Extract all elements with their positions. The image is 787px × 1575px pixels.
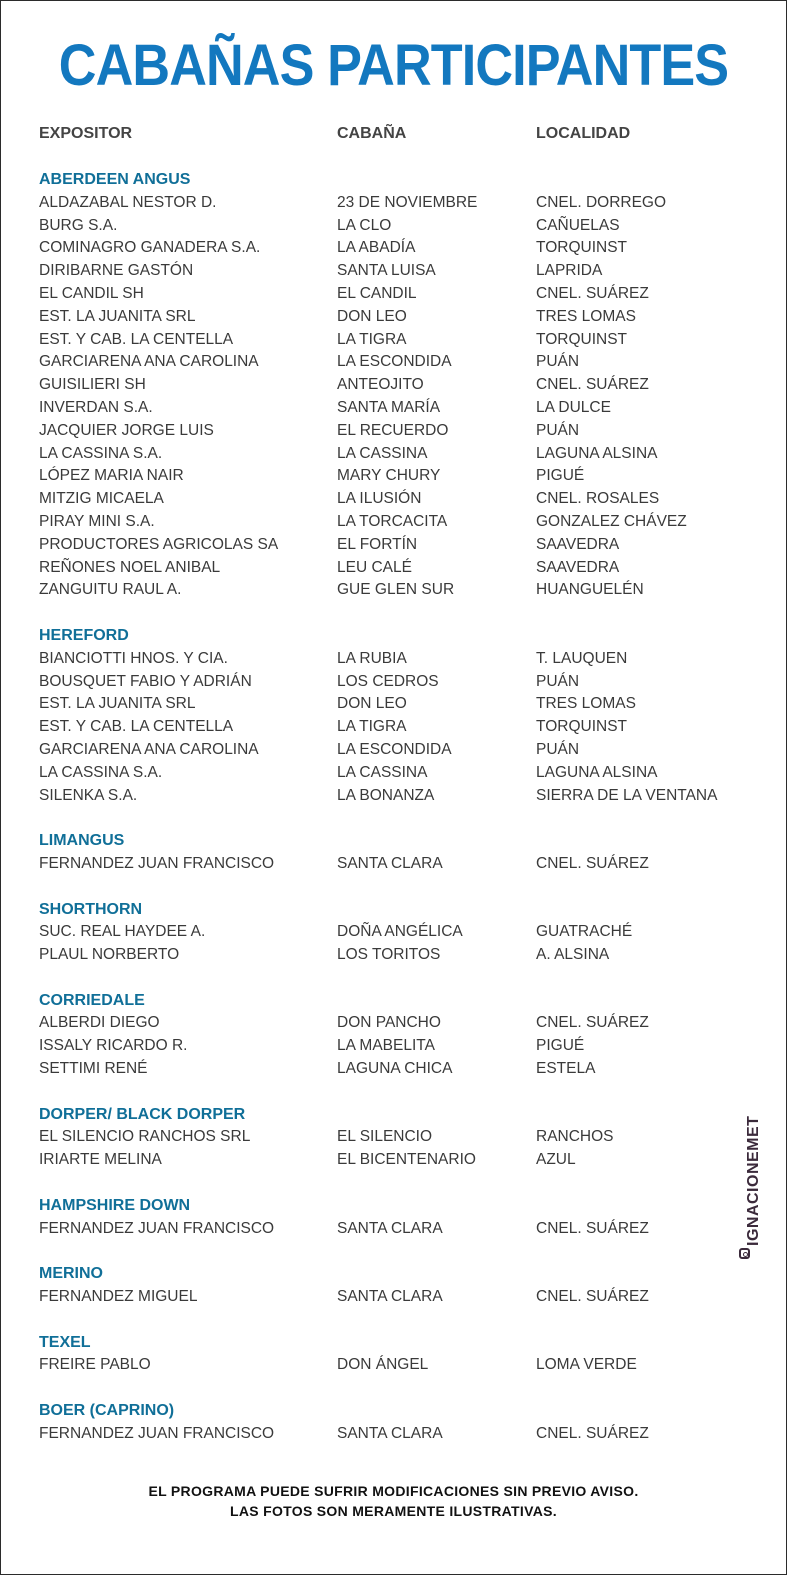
participants-list: [39, 169, 729, 1468]
expositor-cell: EL SILENCIO RANCHOS SRL: [39, 1128, 251, 1146]
expositor-cell: FREIRE PABLO: [39, 1356, 151, 1374]
table-row: [39, 579, 729, 602]
localidad-cell: PIGUÉ: [536, 1037, 585, 1055]
expositor-cell: EST. Y CAB. LA CENTELLA: [39, 330, 234, 348]
table-row: [39, 283, 729, 306]
cabana-cell: LA ESCONDIDA: [337, 740, 452, 758]
breed-section: [39, 1104, 729, 1172]
column-header-cabana: CABAÑA: [337, 125, 407, 142]
table-row: [39, 1012, 729, 1035]
localidad-cell: PUÁN: [536, 353, 580, 371]
table-row: [39, 1149, 729, 1172]
column-header-expositor: EXPOSITOR: [39, 125, 133, 142]
table-row: [39, 215, 729, 238]
cabana-cell: EL SILENCIO: [337, 1128, 433, 1146]
breed-title: TEXEL: [39, 1333, 91, 1351]
breed-section: [39, 1332, 729, 1378]
cabana-cell: EL BICENTENARIO: [337, 1151, 476, 1169]
breed-section: [39, 830, 729, 876]
cabana-cell: SANTA LUISA: [337, 262, 436, 280]
localidad-cell: LAGUNA ALSINA: [536, 444, 658, 462]
disclaimer-line-1: EL PROGRAMA PUEDE SUFRIR MODIFICACIONES SIN PREVIO AVISO.: [148, 1483, 639, 1499]
expositor-cell: EL CANDIL SH: [39, 284, 144, 302]
localidad-cell: ESTELA: [536, 1060, 596, 1078]
localidad-cell: SAAVEDRA: [536, 535, 620, 553]
expositor-cell: BOUSQUET FABIO Y ADRIÁN: [39, 672, 252, 690]
table-row: [39, 1423, 729, 1446]
expositor-cell: ISSALY RICARDO R.: [39, 1037, 188, 1055]
table-row: [39, 1286, 729, 1309]
localidad-cell: PUÁN: [536, 421, 580, 439]
table-row: [39, 306, 729, 329]
cabana-cell: EL CANDIL: [337, 284, 417, 302]
watermark-handle: IGNACIONEMET: [745, 1115, 762, 1246]
cabana-cell: SANTA CLARA: [337, 854, 443, 872]
cabana-cell: LA ABADÍA: [337, 239, 416, 257]
cabana-cell: SANTA MARÍA: [337, 398, 441, 416]
table-row: [39, 1218, 729, 1241]
page-title: CABAÑAS PARTICIPANTES: [58, 33, 729, 98]
table-row: [39, 420, 729, 443]
expositor-cell: FERNANDEZ JUAN FRANCISCO: [39, 1219, 275, 1237]
cabana-cell: EL RECUERDO: [337, 421, 449, 439]
breed-title: MERINO: [39, 1265, 103, 1283]
table-row: [39, 921, 729, 944]
cabana-cell: LA CASSINA: [337, 763, 428, 781]
cabana-cell: LOS TORITOS: [337, 946, 441, 964]
expositor-cell: REÑONES NOEL ANIBAL: [39, 558, 221, 576]
expositor-cell: LÓPEZ MARIA NAIR: [39, 467, 184, 485]
expositor-cell: EST. Y CAB. LA CENTELLA: [39, 718, 234, 736]
cabana-cell: DON PANCHO: [337, 1014, 441, 1032]
table-row: [39, 944, 729, 967]
localidad-cell: CNEL. SUÁREZ: [536, 284, 649, 302]
table-row: [39, 557, 729, 580]
cabana-cell: DON LEO: [337, 307, 407, 325]
cabana-cell: DON ÁNGEL: [337, 1356, 429, 1374]
localidad-cell: PIGUÉ: [536, 467, 585, 485]
cabana-cell: DOÑA ANGÉLICA: [337, 923, 463, 941]
breed-section: [39, 1195, 729, 1241]
table-row: [39, 648, 729, 671]
localidad-cell: SIERRA DE LA VENTANA: [536, 786, 718, 804]
localidad-cell: TORQUINST: [536, 718, 627, 736]
cabana-cell: ANTEOJITO: [337, 376, 424, 394]
breed-title: BOER (CAPRINO): [39, 1402, 175, 1420]
cabana-cell: LA ILUSIÓN: [337, 490, 422, 508]
cabana-cell: LA MABELITA: [337, 1037, 435, 1055]
localidad-cell: CAÑUELAS: [536, 216, 620, 234]
table-row: [39, 739, 729, 762]
breed-title: CORRIEDALE: [39, 991, 145, 1009]
expositor-cell: DIRIBARNE GASTÓN: [39, 262, 194, 280]
localidad-cell: LOMA VERDE: [536, 1356, 637, 1374]
breed-section: [39, 169, 729, 602]
breed-section: [39, 990, 729, 1081]
expositor-cell: IRIARTE MELINA: [39, 1151, 162, 1169]
expositor-cell: ZANGUITU RAUL A.: [39, 581, 182, 599]
breed-title: ABERDEEN ANGUS: [39, 171, 191, 188]
expositor-cell: SETTIMI RENÉ: [39, 1060, 148, 1078]
breed-title: DORPER/ BLACK DORPER: [39, 1105, 246, 1123]
table-row: [39, 671, 729, 694]
table-row: [39, 1354, 729, 1377]
localidad-cell: TRES LOMAS: [536, 307, 636, 325]
localidad-cell: HUANGUELÉN: [536, 581, 644, 599]
expositor-cell: PRODUCTORES AGRICOLAS SA: [39, 535, 279, 553]
expositor-cell: SILENKA S.A.: [39, 786, 138, 804]
localidad-cell: LAPRIDA: [536, 262, 603, 280]
breed-title: SHORTHORN: [39, 900, 143, 918]
table-row: [39, 488, 729, 511]
table-row: [39, 1126, 729, 1149]
localidad-cell: RANCHOS: [536, 1128, 614, 1146]
table-row: [39, 693, 729, 716]
table-row: [39, 716, 729, 739]
expositor-cell: FERNANDEZ MIGUEL: [39, 1288, 198, 1306]
expositor-cell: LA CASSINA S.A.: [39, 444, 163, 462]
expositor-cell: MITZIG MICAELA: [39, 490, 164, 508]
expositor-cell: ALBERDI DIEGO: [39, 1014, 160, 1032]
localidad-cell: CNEL. SUÁREZ: [536, 1014, 649, 1032]
table-row: [39, 785, 729, 808]
expositor-cell: SUC. REAL HAYDEE A.: [39, 923, 206, 941]
disclaimer-line-2: LAS FOTOS SON MERAMENTE ILUSTRATIVAS.: [230, 1503, 557, 1519]
localidad-cell: TORQUINST: [536, 239, 627, 257]
localidad-cell: TORQUINST: [536, 330, 627, 348]
cabana-cell: GUE GLEN SUR: [337, 581, 455, 599]
breed-section: [39, 625, 729, 807]
table-row: [39, 443, 729, 466]
expositor-cell: ALDAZABAL NESTOR D.: [39, 193, 217, 211]
expositor-cell: LA CASSINA S.A.: [39, 763, 163, 781]
breed-section: [39, 899, 729, 967]
expositor-cell: EST. LA JUANITA SRL: [39, 695, 196, 713]
expositor-cell: GARCIARENA ANA CAROLINA: [39, 353, 259, 371]
cabana-cell: LEU CALÉ: [337, 558, 412, 576]
localidad-cell: GUATRACHÉ: [536, 923, 633, 941]
expositor-cell: COMINAGRO GANADERA S.A.: [39, 239, 261, 257]
table-row: [39, 192, 729, 215]
localidad-cell: A. ALSINA: [536, 946, 610, 964]
localidad-cell: T. LAUQUEN: [536, 649, 628, 667]
cabana-cell: LA ESCONDIDA: [337, 353, 452, 371]
cabana-cell: EL FORTÍN: [337, 535, 418, 553]
table-row: [39, 1035, 729, 1058]
expositor-cell: EST. LA JUANITA SRL: [39, 307, 196, 325]
instagram-icon: [739, 1248, 750, 1259]
breed-title: LIMANGUS: [39, 832, 125, 850]
table-row: [39, 397, 729, 420]
cabana-cell: LA RUBIA: [337, 649, 407, 667]
expositor-cell: PLAUL NORBERTO: [39, 946, 180, 964]
expositor-cell: BIANCIOTTI HNOS. Y CIA.: [39, 649, 228, 667]
table-row: [39, 534, 729, 557]
cabana-cell: LA CLO: [337, 216, 392, 234]
expositor-cell: GARCIARENA ANA CAROLINA: [39, 740, 259, 758]
localidad-cell: AZUL: [536, 1151, 576, 1169]
expositor-cell: BURG S.A.: [39, 216, 118, 234]
cabana-cell: LAGUNA CHICA: [337, 1060, 453, 1078]
localidad-cell: PUÁN: [536, 740, 580, 758]
localidad-cell: CNEL. SUÁREZ: [536, 854, 649, 872]
cabana-cell: DON LEO: [337, 695, 407, 713]
disclaimer: [1, 1481, 786, 1521]
expositor-cell: FERNANDEZ JUAN FRANCISCO: [39, 854, 275, 872]
breed-title: HEREFORD: [39, 626, 129, 644]
localidad-cell: CNEL. SUÁREZ: [536, 1424, 649, 1442]
expositor-cell: GUISILIERI SH: [39, 376, 146, 394]
localidad-cell: GONZALEZ CHÁVEZ: [536, 512, 687, 530]
table-row: [39, 329, 729, 352]
localidad-cell: CNEL. SUÁREZ: [536, 1288, 649, 1306]
localidad-cell: TRES LOMAS: [536, 695, 636, 713]
cabana-cell: LA CASSINA: [337, 444, 428, 462]
cabana-cell: SANTA CLARA: [337, 1219, 443, 1237]
cabana-cell: LA BONANZA: [337, 786, 435, 804]
column-header-localidad: LOCALIDAD: [536, 125, 631, 142]
localidad-cell: CNEL. ROSALES: [536, 490, 660, 508]
localidad-cell: CNEL. SUÁREZ: [536, 376, 649, 394]
localidad-cell: LA DULCE: [536, 398, 611, 416]
table-row: [39, 1058, 729, 1081]
cabana-cell: SANTA CLARA: [337, 1288, 443, 1306]
localidad-cell: SAAVEDRA: [536, 558, 620, 576]
table-row: [39, 511, 729, 534]
expositor-cell: FERNANDEZ JUAN FRANCISCO: [39, 1424, 275, 1442]
localidad-cell: CNEL. SUÁREZ: [536, 1219, 649, 1237]
breed-section: [39, 1400, 729, 1446]
breed-section: [39, 1263, 729, 1309]
cabana-cell: SANTA CLARA: [337, 1424, 443, 1442]
table-row: [39, 465, 729, 488]
localidad-cell: LAGUNA ALSINA: [536, 763, 658, 781]
cabana-cell: MARY CHURY: [337, 467, 441, 485]
cabana-cell: LOS CEDROS: [337, 672, 439, 690]
table-row: [39, 762, 729, 785]
expositor-cell: PIRAY MINI S.A.: [39, 512, 155, 530]
table-row: [39, 374, 729, 397]
localidad-cell: CNEL. DORREGO: [536, 193, 667, 211]
expositor-cell: INVERDAN S.A.: [39, 398, 153, 416]
expositor-cell: JACQUIER JORGE LUIS: [39, 421, 214, 439]
cabana-cell: LA TIGRA: [337, 718, 407, 736]
table-row: [39, 260, 729, 283]
cabana-cell: LA TIGRA: [337, 330, 407, 348]
cabana-cell: LA TORCACITA: [337, 512, 448, 530]
breed-title: HAMPSHIRE DOWN: [39, 1196, 191, 1214]
table-row: [39, 237, 729, 260]
cabana-cell: 23 DE NOVIEMBRE: [337, 193, 478, 211]
table-row: [39, 853, 729, 876]
table-row: [39, 351, 729, 374]
localidad-cell: PUÁN: [536, 672, 580, 690]
